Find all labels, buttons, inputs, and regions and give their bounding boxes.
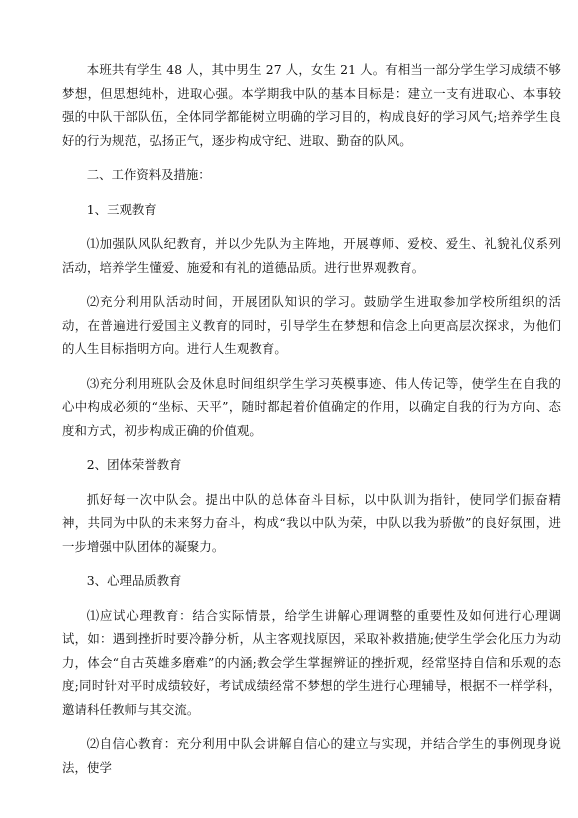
subheading-three-views: 1、三观教育 xyxy=(86,201,157,217)
document-page xyxy=(62,58,561,779)
paragraph-value-view: ⑶充分利用班队会及休息时间组织学生学习英模事迹、伟人传记等，使学生在自我的心中构成必须的“坐标、天平”，随时都起着价值确定的作用，以确定自我的行为方向、态度和方式，初步构成正确的价值观。 xyxy=(62,375,561,438)
subheading-collective-honor: 2、团体荣誉教育 xyxy=(86,457,182,472)
paragraph-exam-psychology: ⑴应试心理教育：结合实际情景，给学生讲解心理调整的重要性及如何进行心理调试，如：遇到挫折时要冷静分析，从主客观找原因，采取补救措施;使学生学会化压力为动力，体会“自古英雄多磨难”的内涵;教会学生掌握辨证的挫折观，经常坚持自信和乐观的态度;同时针对平时成绩较好，考试成绩经常不梦想的学生进行心理辅导，根据不一样学科，邀请科任教师与其交流。 xyxy=(62,607,561,717)
paragraph-life-view: ⑵充分利用队活动时间，开展团队知识的学习。鼓励学生进取参加学校所组织的活动，在普遍进行爱国主义教育的同时，引导学生在梦想和信念上向更高层次探求，为他们的人生目标指明方向。进行人生观教育。 xyxy=(62,294,561,356)
section-heading-work: 二、工作资料及措施： xyxy=(86,167,211,182)
subheading-psychology: 3、心理品质教育 xyxy=(86,573,182,588)
paragraph-squad-meeting: 抓好每一次中队会。提出中队的总体奋斗目标，以中队训为指针，使同学们振奋精神，共同为中队的未来努力奋斗，构成“我以中队为荣，中队以我为骄傲”的良好氛围，进一步增强中队团体的凝聚力。 xyxy=(62,491,561,554)
paragraph-confidence: ⑵自信心教育：充分利用中队会讲解自信心的建立与实现，并结合学生的事例现身说法，使学 xyxy=(62,736,561,775)
intro-paragraph: 本班共有学生 48 人，其中男生 27 人，女生 21 人。有相当一部分学生学习成绩不够梦想，但思想纯朴，进取心强。本学期我中队的基本目标是：建立一支有进取心、本事较强的中队干部队伍，全体同学都能树立明确的学习目的，构成良好的学习风气;培养学生良好的行为规范，弘扬正气，逐步构成守纪、进取、勤奋的队风。 xyxy=(62,62,561,148)
paragraph-worldview: ⑴加强队风队纪教育，并以少先队为主阵地，开展尊师、爱校、爱生、礼貌礼仪系列活动，培养学生懂爱、施爱和有礼的道德品质。进行世界观教育。 xyxy=(62,236,561,275)
